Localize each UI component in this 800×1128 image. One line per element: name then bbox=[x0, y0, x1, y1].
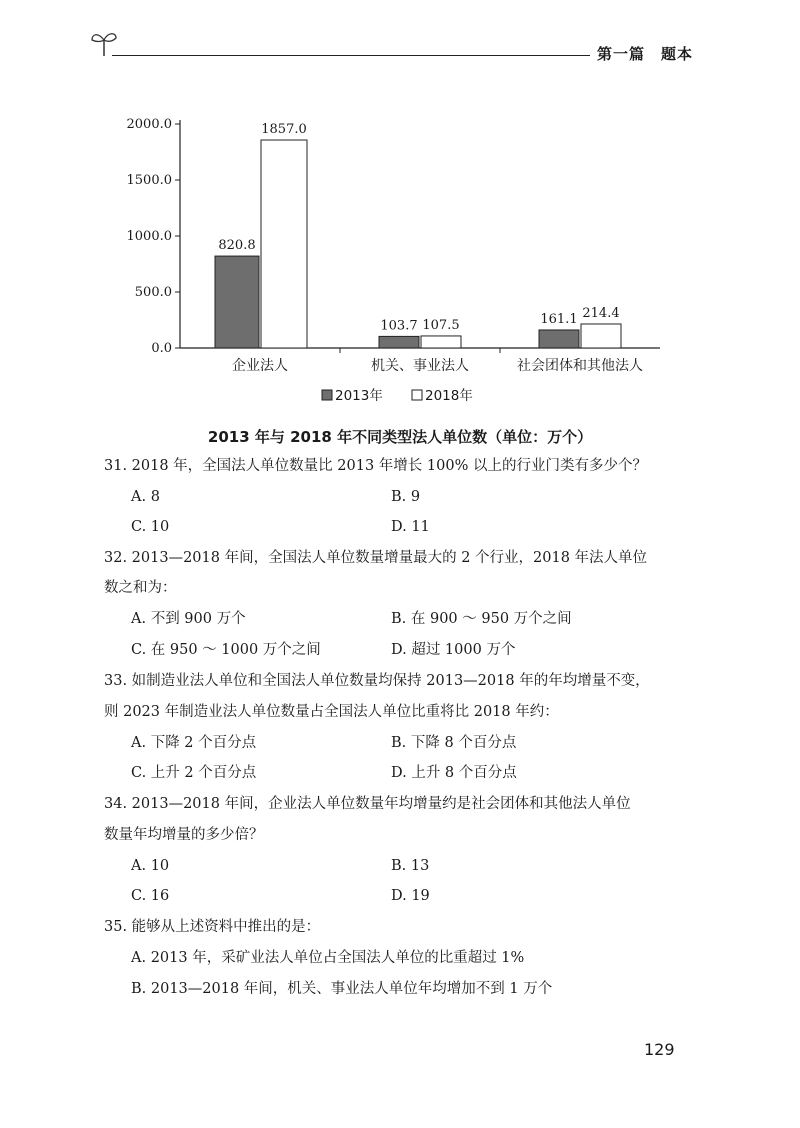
legend-swatch bbox=[322, 390, 332, 400]
sprout-icon bbox=[90, 26, 118, 58]
q34-option-c: C. 16 bbox=[131, 888, 170, 904]
bar-value-label: 161.1 bbox=[540, 311, 578, 327]
q32-option-a: A. 不到 900 万个 bbox=[131, 611, 246, 627]
page-header bbox=[0, 0, 800, 80]
q34-option-b: B. 13 bbox=[391, 858, 430, 874]
q33-option-d: D. 上升 8 个百分点 bbox=[391, 765, 517, 781]
x-category-label: 机关、事业法人 bbox=[371, 358, 469, 374]
q31-option-c: C. 10 bbox=[131, 519, 170, 535]
bar bbox=[379, 336, 419, 348]
x-category-label: 社会团体和其他法人 bbox=[517, 358, 643, 374]
question-31-stem: 31. 2018 年，全国法人单位数量比 2013 年增长 100% 以上的行业门类有多少个？ bbox=[104, 458, 647, 474]
bar bbox=[421, 336, 461, 348]
y-tick-label: 0.0 bbox=[151, 341, 172, 356]
bar-value-label: 103.7 bbox=[380, 318, 418, 334]
bar bbox=[261, 140, 307, 348]
x-category-label: 企业法人 bbox=[232, 358, 288, 374]
question-34-stem-line2: 数量年均增量的多少倍？ bbox=[104, 827, 264, 843]
question-32-stem-line1: 32. 2013—2018 年间，全国法人单位数量增量最大的 2 个行业，2018 年法人单位 bbox=[104, 550, 648, 566]
q32-option-c: C. 在 950 ～ 1000 万个之间 bbox=[131, 642, 321, 658]
legend-swatch bbox=[412, 390, 422, 400]
bar-chart bbox=[100, 100, 700, 430]
q35-option-b: B. 2013—2018 年间，机关、事业法人单位年均增加不到 1 万个 bbox=[131, 981, 553, 997]
bar bbox=[215, 256, 259, 348]
bar-value-label: 214.4 bbox=[582, 305, 620, 321]
y-tick-label: 2000.0 bbox=[126, 117, 172, 132]
q32-option-b: B. 在 900 ～ 950 万个之间 bbox=[391, 611, 572, 627]
q33-option-b: B. 下降 8 个百分点 bbox=[391, 735, 517, 751]
q31-option-a: A. 8 bbox=[131, 489, 160, 505]
y-tick-label: 500.0 bbox=[134, 285, 172, 300]
legend-label: 2018年 bbox=[425, 388, 473, 404]
y-tick-label: 1000.0 bbox=[126, 229, 172, 244]
question-33-stem-line1: 33. 如制造业法人单位和全国法人单位数量均保持 2013—2018 年的年均增量不变， bbox=[104, 673, 650, 689]
q34-option-d: D. 19 bbox=[391, 888, 430, 904]
chart-title: 2013 年与 2018 年不同类型法人单位数（单位：万个） bbox=[207, 428, 593, 446]
bar-value-label: 1857.0 bbox=[261, 122, 307, 138]
header-rule bbox=[112, 55, 590, 56]
q32-option-d: D. 超过 1000 万个 bbox=[391, 642, 516, 658]
q31-option-d: D. 11 bbox=[391, 519, 430, 535]
y-tick-label: 1500.0 bbox=[126, 173, 172, 188]
q35-option-a: A. 2013 年，采矿业法人单位占全国法人单位的比重超过 1% bbox=[131, 950, 525, 966]
bar bbox=[539, 330, 579, 348]
question-32-stem-line2: 数之和为： bbox=[104, 580, 177, 596]
q33-option-c: C. 上升 2 个百分点 bbox=[131, 765, 257, 781]
q33-option-a: A. 下降 2 个百分点 bbox=[131, 735, 257, 751]
q31-option-b: B. 9 bbox=[391, 489, 421, 505]
bar-value-label: 107.5 bbox=[422, 317, 460, 333]
question-34-stem-line1: 34. 2013—2018 年间，企业法人单位数量年均增量约是社会团体和其他法人单位 bbox=[104, 796, 631, 812]
question-35-stem: 35. 能够从上述资料中推出的是： bbox=[104, 919, 321, 935]
section-title: 第一篇 题本 bbox=[597, 45, 694, 63]
q34-option-a: A. 10 bbox=[131, 858, 170, 874]
bar bbox=[581, 324, 621, 348]
question-33-stem-line2: 则 2023 年制造业法人单位数量占全国法人单位比重将比 2018 年约： bbox=[104, 704, 559, 720]
bar-value-label: 820.8 bbox=[218, 238, 256, 254]
legend-label: 2013年 bbox=[335, 388, 383, 404]
bar-chart-svg bbox=[100, 100, 700, 430]
page-number: 129 bbox=[644, 1040, 675, 1059]
